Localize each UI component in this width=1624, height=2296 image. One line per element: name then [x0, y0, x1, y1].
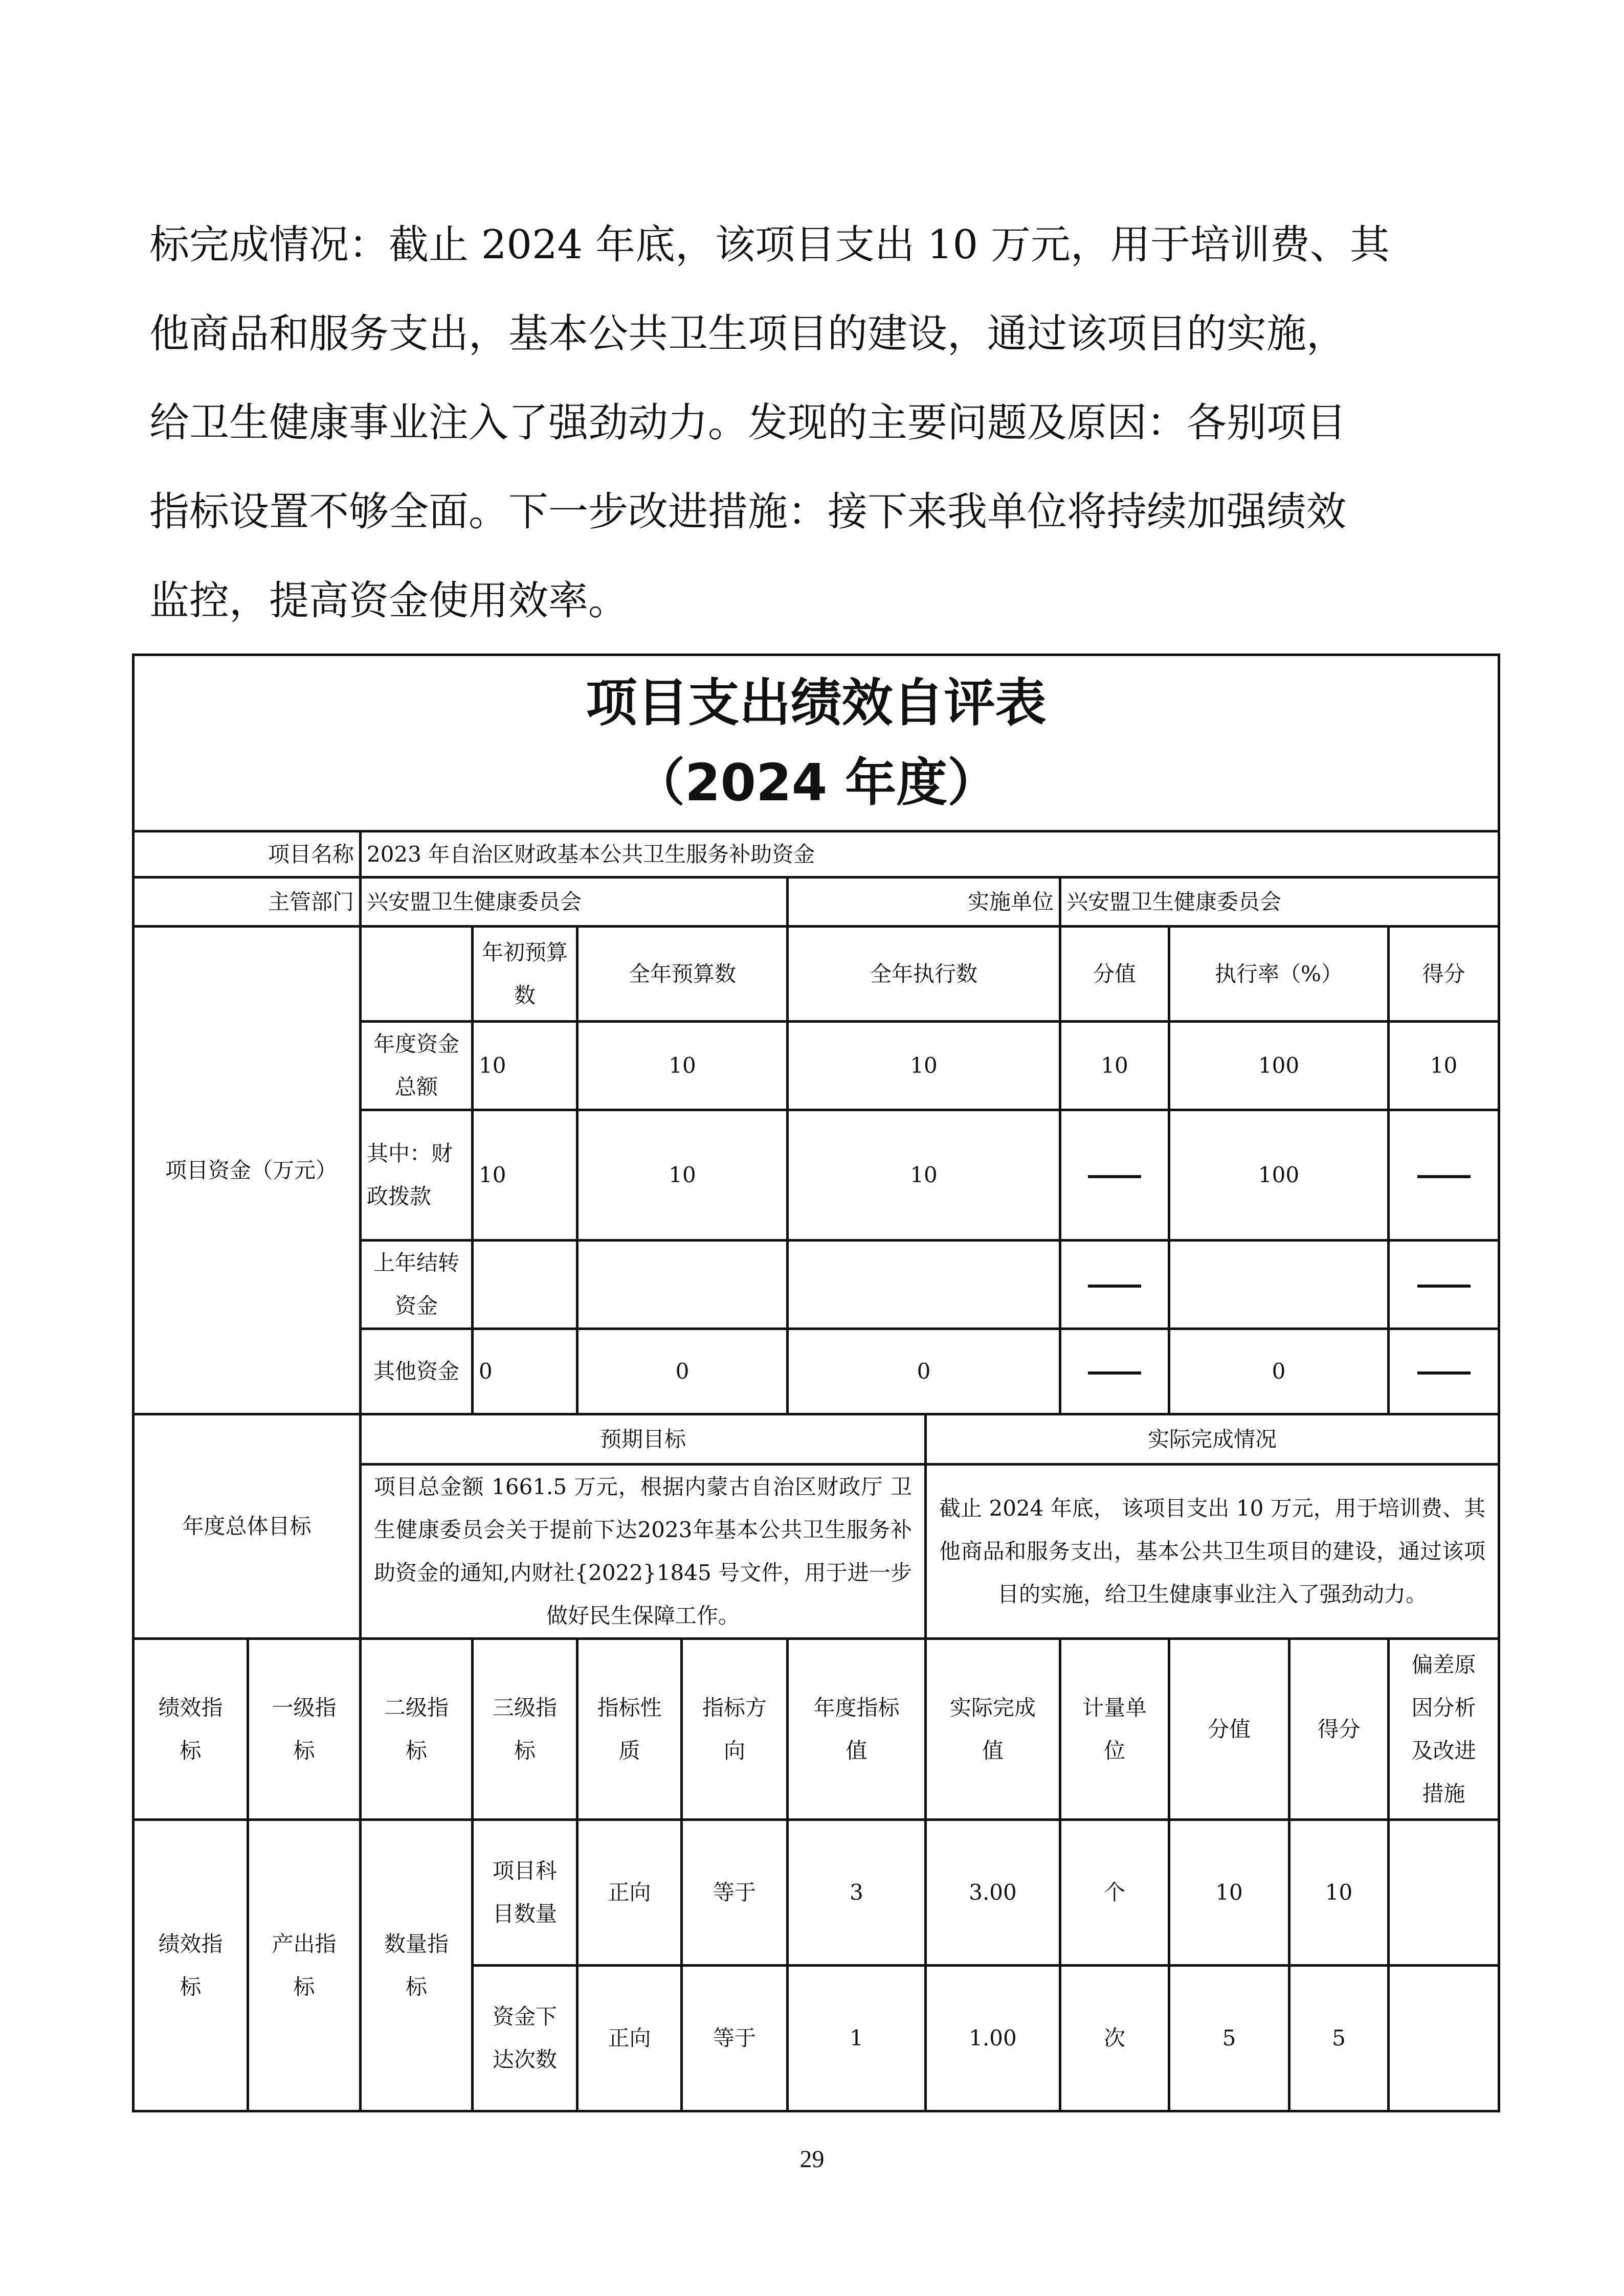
indicator-header: 偏差原因分析及改进措施 [1389, 1639, 1499, 1820]
indicator-score: 5 [1289, 1966, 1389, 2111]
page-number: 29 [799, 2146, 825, 2173]
not-applicable-dash [1088, 1371, 1141, 1375]
paragraph-line: 给卫生健康事业注入了强劲动力。发现的主要问题及原因：各别项目 [149, 400, 1347, 446]
funds-header: 执行率（%） [1169, 927, 1389, 1022]
funds-header-blank [361, 927, 473, 1022]
funds-executed: 10 [788, 1110, 1060, 1241]
funds-row-name: 年度资金总额 [361, 1022, 473, 1110]
form-title: 项目支出绩效自评表 [586, 673, 1047, 733]
indicator-header: 得分 [1289, 1639, 1389, 1820]
funds-annual: 10 [577, 1110, 788, 1241]
funds-score [1389, 1329, 1499, 1414]
indicator-nature: 正向 [577, 1966, 682, 2111]
indicator-score: 10 [1289, 1820, 1389, 1966]
indicator-score-value: 10 [1169, 1820, 1289, 1966]
funds-header: 得分 [1389, 927, 1499, 1022]
indicator-level3: 资金下达次数 [473, 1966, 577, 2111]
actual-goal-header: 实际完成情况 [926, 1414, 1499, 1465]
indicator-deviation [1389, 1966, 1499, 2111]
funds-annual: 10 [577, 1022, 788, 1110]
form-subtitle: （2024 年度） [633, 753, 999, 813]
impl-value: 兴安盟卫生健康委员会 [1060, 877, 1499, 927]
funds-rate: 0 [1169, 1329, 1389, 1414]
dept-label: 主管部门 [134, 877, 361, 927]
funds-rate [1169, 1241, 1389, 1329]
funds-initial: 10 [473, 1110, 577, 1241]
funds-label: 项目资金（万元） [134, 927, 361, 1414]
actual-goal-text: 截止 2024 年底， 该项目支出 10 万元，用于培训费、其他商品和服务支出，基本公共卫生项目的建设，通过该项目的实施，给卫生健康事业注入了强劲动力。 [926, 1465, 1499, 1639]
funds-score-value [1060, 1329, 1169, 1414]
funds-annual: 0 [577, 1329, 788, 1414]
indicator-level0: 绩效指标 [134, 1820, 248, 2111]
funds-annual [577, 1241, 788, 1329]
funds-initial [473, 1241, 577, 1329]
not-applicable-dash [1088, 1285, 1141, 1288]
indicator-header: 三级指标 [473, 1639, 577, 1820]
indicator-header: 分值 [1169, 1639, 1289, 1820]
indicator-unit: 次 [1060, 1966, 1169, 2111]
expected-goal-header: 预期目标 [361, 1414, 926, 1465]
funds-header: 全年执行数 [788, 927, 1060, 1022]
funds-executed [788, 1241, 1060, 1329]
funds-header: 全年预算数 [577, 927, 788, 1022]
indicator-header: 二级指标 [361, 1639, 473, 1820]
paragraph-line: 他商品和服务支出，基本公共卫生项目的建设，通过该项目的实施， [149, 311, 1347, 357]
project-name-label: 项目名称 [134, 831, 361, 877]
funds-row-name: 其中：财政拨款 [361, 1110, 473, 1241]
funds-executed: 0 [788, 1329, 1060, 1414]
funds-score-value [1060, 1241, 1169, 1329]
funds-rate: 100 [1169, 1110, 1389, 1241]
funds-initial: 0 [473, 1329, 577, 1414]
indicator-direction: 等于 [682, 1820, 788, 1966]
indicator-actual: 1.00 [926, 1966, 1060, 2111]
indicator-header: 指标方向 [682, 1639, 788, 1820]
indicator-target: 3 [788, 1820, 926, 1966]
indicator-header: 绩效指标 [134, 1639, 248, 1820]
paragraph-line: 标完成情况：截止 2024 年底，该项目支出 10 万元，用于培训费、其 [149, 222, 1390, 268]
indicator-actual: 3.00 [926, 1820, 1060, 1966]
funds-initial: 10 [473, 1022, 577, 1110]
indicator-deviation [1389, 1820, 1499, 1966]
indicator-unit: 个 [1060, 1820, 1169, 1966]
paragraph-line: 监控，提高资金使用效率。 [149, 578, 629, 624]
indicator-header: 年度指标值 [788, 1639, 926, 1820]
funds-score [1389, 1241, 1499, 1329]
indicator-level3: 项目科目数量 [473, 1820, 577, 1966]
indicator-level2: 数量指标 [361, 1820, 473, 2111]
funds-score-value: 10 [1060, 1022, 1169, 1110]
impl-label: 实施单位 [788, 877, 1060, 927]
not-applicable-dash [1088, 1175, 1141, 1178]
indicator-nature: 正向 [577, 1820, 682, 1966]
indicator-level1: 产出指标 [248, 1820, 361, 2111]
funds-executed: 10 [788, 1022, 1060, 1110]
not-applicable-dash [1417, 1371, 1471, 1375]
indicator-header: 实际完成值 [926, 1639, 1060, 1820]
funds-score: 10 [1389, 1022, 1499, 1110]
funds-score [1389, 1110, 1499, 1241]
funds-row-name: 其他资金 [361, 1329, 473, 1414]
funds-score-value [1060, 1110, 1169, 1241]
funds-row-name: 上年结转资金 [361, 1241, 473, 1329]
paragraph-line: 指标设置不够全面。下一步改进措施：接下来我单位将持续加强绩效 [149, 489, 1347, 535]
dept-value: 兴安盟卫生健康委员会 [361, 877, 788, 927]
indicator-direction: 等于 [682, 1966, 788, 2111]
body-paragraph [149, 200, 1489, 645]
indicator-target: 1 [788, 1966, 926, 2111]
not-applicable-dash [1417, 1175, 1471, 1178]
evaluation-table [132, 654, 1500, 2112]
not-applicable-dash [1417, 1285, 1471, 1288]
expected-goal-text: 项目总金额 1661.5 万元，根据内蒙古自治区财政厅 卫生健康委员会关于提前下达2023年基本公共卫生服务补助资金的通知,内财社{2022}1845 号文件，用于进一步做好民生保障工作。 [361, 1465, 926, 1639]
goals-label: 年度总体目标 [134, 1414, 361, 1639]
indicator-header: 计量单位 [1060, 1639, 1169, 1820]
funds-rate: 100 [1169, 1022, 1389, 1110]
indicator-header: 一级指标 [248, 1639, 361, 1820]
funds-header: 年初预算数 [473, 927, 577, 1022]
project-name-value: 2023 年自治区财政基本公共卫生服务补助资金 [361, 831, 1499, 877]
form-title-cell [134, 655, 1499, 831]
indicator-header: 指标性质 [577, 1639, 682, 1820]
indicator-score-value: 5 [1169, 1966, 1289, 2111]
funds-header: 分值 [1060, 927, 1169, 1022]
